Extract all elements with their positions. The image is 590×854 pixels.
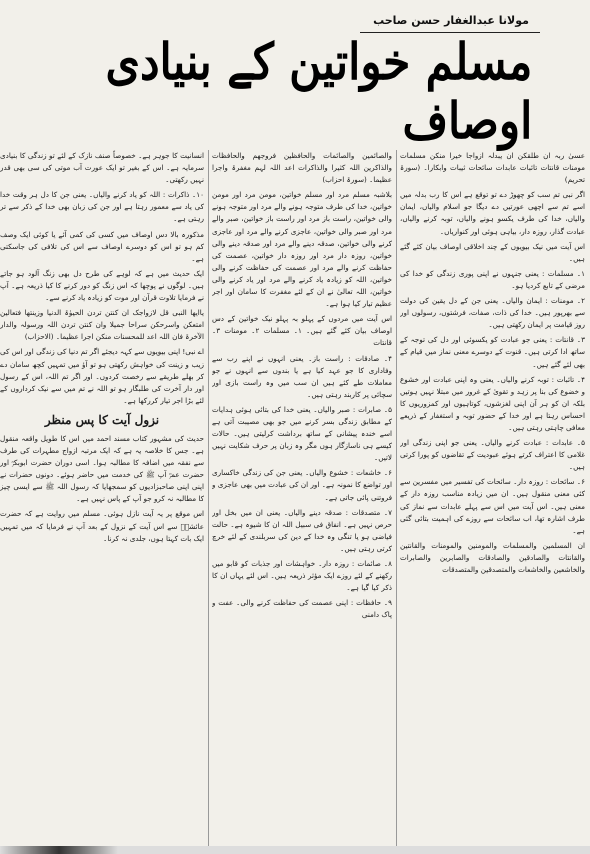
paragraph: اس آیت میں نیک بیویوں کے چند اخلاقی اوصاف بیان کئے گئے ہیں۔ bbox=[400, 241, 585, 263]
paragraph: اے نبی! اپنی بیویوں سے کہہ دیجئے اگر تم دنیا کی زندگی اور اس کی زیب و زینت کی خواہش رکھتی ہو تو آؤ میں تمہیں کچھ سامان دے کر بھلے طریقے سے رخصت کردوں۔ اور اگر تم اللہ، اس کے رسول اور دار آخرت کی طلبگار ہو تو اللہ نے تم میں سے نیک کرداروں کے لئے بڑا اجر تیار کررکھا ہے۔ bbox=[0, 347, 204, 405]
paragraph: حدیث کی مشہور کتاب مسند احمد میں اس کا طویل واقعہ منقول ہے۔ جس کا خلاصہ یہ ہے کہ ایک مرتبہ ازواج مطہرات کی طرف سے نفقہ میں اضافہ کا مطالبہ ہوا۔ اسی دوران حضرت ابوبکرؓ اور حضرت عمرؓ آپ ﷺ کی خدمت میں حاضر ہوئے۔ دونوں حضرات نے اپنی اپنی صاحبزادیوں کو سمجھایا کہ رسول اللہ ﷺ سے ایسی چیز کا مطالبہ نہ کرو جو آپ کے پاس نہیں ہے۔ bbox=[0, 433, 204, 504]
column-divider bbox=[396, 150, 397, 850]
paragraph: ۸۔ صائمات : روزہ دار۔ خواہشات اور جذبات کو قابو میں رکھنے کے لئے روزے ایک مؤثر ذریعہ ہیں۔ اس لئے یہاں ان کا ذکر کیا گیا ہے۔ bbox=[212, 559, 392, 593]
paragraph: اس موقع پر یہ آیت نازل ہوئی۔ مسلم میں روایت ہے کہ حضرت عائشہؓ سے اس آیت کے نزول کے بعد آپ نے فرمایا کہ میں تمہیں ایک بات کہتا ہوں، جلدی نہ کرنا۔ bbox=[0, 509, 204, 543]
paragraph: ۳۔ قانتات : یعنی جو عبادت کو یکسوئی اور دل کی توجہ کے ساتھ ادا کرتی ہیں۔ قنوت کے دوسرے معنی نماز میں قیام کے بھی لئے گئے ہیں۔ bbox=[400, 335, 585, 369]
paragraph: ۵۔ صابرات : صبر والیاں۔ یعنی خدا کی بتائی ہوئی ہدایات کے مطابق زندگی بسر کرنے میں جو بھی مصیبت آتی ہے اسے خندہ پیشانی کے ساتھ برداشت کرلیتی ہیں۔ حالات کیسے ہی ناسازگار ہوں مگر وہ زبان پر حرف شکایت نہیں لاتیں۔ bbox=[212, 404, 392, 463]
paragraph: ۵۔ عابدات : عبادت کرنے والیاں۔ یعنی جو اپنی زندگی اور غلامی کا اعتراف کرتے ہوئے عبودیت کے تقاضوں کو پورا کرتی ہیں۔ bbox=[400, 438, 585, 472]
column-middle bbox=[212, 150, 392, 850]
paragraph: ان المسلمین والمسلمات والمومنین والمومنات والقانتین والقانتات والصادقین والصادقات والصابرین والصابرات والخاشعین والخاشعات والمتصدقین والمتصدقات bbox=[400, 540, 585, 574]
paragraph: ۹۔ حافظات : اپنی عصمت کی حفاظت کرنے والی۔ عفت و پاک دامنی bbox=[212, 598, 392, 620]
column-right bbox=[400, 150, 585, 850]
paragraph: یاایھا النبی قل لازواجک ان کنتن تردن الحیوٰۃ الدنیا وزینتھا فتعالین امتعکن واسرحکن سراحا جمیلا وان کنتن تردن اللہ ورسولہ والدار الآخرۃ فان اللہ اعد للمحسنات منکن اجرا عظیما۔ (الاحزاب) bbox=[0, 308, 204, 342]
paragraph: والصائمین والصائمات والحافظین فروجھم والحافظات والذاکرین اللہ کثیرا والذاکرات اعد اللہ لہم مغفرۃ واجرا عظیما۔ (سورۃ احزاب) bbox=[212, 151, 392, 185]
paragraph: اس آیت میں مردوں کے پہلو بہ پہلو نیک خواتین کے دس اوصاف بیان کئے گئے ہیں۔ ۱۔ مسلمات ۲۔ مومنات ۳۔ قانتات bbox=[212, 314, 392, 348]
paragraph: ۶۔ خاشعات : خشوع والیاں۔ یعنی جن کی زندگی خاکساری اور تواضع کا نمونہ ہے۔ اور ان کی عبادت میں بھی عاجزی و فروتنی پائی جاتی ہے۔ bbox=[212, 468, 392, 502]
paragraph: ایک حدیث میں ہے کہ لوہے کی طرح دل بھی زنگ آلود ہو جاتے ہیں۔ لوگوں نے پوچھا کہ اس زنگ کو دور کرنے کا کیا ذریعہ ہے۔ آپ نے فرمایا تلاوت قرآن اور موت کو زیادہ یاد کرنے سے۔ bbox=[0, 268, 204, 303]
headline: مسلم خواتین کے بنیادی اوصاف bbox=[105, 32, 533, 150]
byline: مولانا عبدالغفار حسن صاحب bbox=[373, 14, 529, 27]
paragraph: ۲۔ مومنات : ایمان والیاں۔ یعنی جن کے دل یقین کی دولت سے بھرپور ہیں۔ خدا کی ذات، صفات، فرشتوں، رسولوں اور روز قیامت پر ایمان رکھتی ہیں۔ bbox=[400, 296, 585, 330]
paragraph: انسانیت کا جوہر ہے۔ خصوصاً صنف نازک کے لئے تو زندگی کا بنیادی سرمایہ ہے۔ اس کے بغیر تو ایک عورت آب موتی کی سی بھی قدر نہیں رکھتی۔ bbox=[0, 151, 204, 185]
paragraph: مذکورہ بالا دس اوصاف میں کسی کی کمی آئے یا کوئی ایک وصف کم ہو تو اس کو دوسرے اوصاف سے اس کی تلافی کی جاسکتی ہے۔ bbox=[0, 229, 204, 263]
paragraph: ۶۔ سائحات : روزہ دار۔ سائحات کی تفسیر میں مفسرین سے کئی معنی منقول ہیں۔ ان میں زیادہ مناسب روزہ دار کے معنی ہیں۔ اس آیت میں اس سے پہلے عابدات سے نماز کی طرف اشارہ تھا، اب سائحات سے روزے کی اہمیت بتائی گئی ہے۔ bbox=[400, 477, 585, 535]
paragraph: ۷۔ متصدقات : صدقہ دینے والیاں۔ یعنی ان میں بخل اور حرص نہیں ہے۔ انفاق فی سبیل اللہ ان کا شیوہ ہے۔ حالت فیاضی ہو یا تنگی وہ خدا کے دین کی سربلندی کے لئے خرچ کرتی رہتی ہیں۔ bbox=[212, 507, 392, 553]
section-heading: نزول آیت کا پس منظر bbox=[44, 412, 160, 427]
column-divider bbox=[208, 150, 209, 850]
paragraph: ۴۔ تائبات : توبہ کرنے والیاں۔ یعنی وہ اپنی عبادت اور خشوع و خضوع کی بنا پر زہد و تقویٰ کے غرور میں مبتلا نہیں ہوتیں بلکہ ان کو ہر آن اپنی لغزشوں، کوتاہیوں اور کمزوریوں کا احساس رہتا ہے اور خدا کے حضور توبہ و استغفار کے ذریعے معافی چاہتی رہتی ہیں۔ bbox=[400, 374, 585, 432]
column-left bbox=[0, 150, 204, 850]
paragraph: اگر نبی تم سب کو چھوڑ دے تو توقع ہے اس کا رب بدلہ میں اسے تم سے اچھی عورتیں دے دیگا جو اسلام والیاں، ایمان والیاں، خدا کی طرف یکسو ہونے والیاں، توبہ کرنے والیاں، عبادت گذار، روزہ دار، بیاہی ہوئی اور کنواریاں۔ bbox=[400, 190, 585, 236]
paragraph: ۱۰۔ ذاکرات : اللہ کو یاد کرنے والیاں۔ یعنی جن کا دل ہر وقت خدا کی یاد سے معمور رہتا ہے اور جن کی زبان بھی خدا کے ذکر سے تر رہتی ہے۔ bbox=[0, 190, 204, 224]
paragraph: ۱۔ مسلمات : یعنی جنہوں نے اپنی پوری زندگی کو خدا کی مرضی کے تابع کردیا ہو۔ bbox=[400, 268, 585, 290]
paragraph: بلاشبہ مسلم مرد اور مسلم خواتین، مومن مرد اور مومن خواتین، خدا کی طرف متوجہ ہونے والے مرد اور متوجہ ہونے والی خواتین، راست باز مرد اور راست باز خواتین، صبر والے مرد اور صبر والی خواتین، عاجزی کرنے والے مرد اور عاجزی کرنے والی خواتین، صدقہ دینے والے مرد اور صدقہ دینے والی خواتین، روزہ دار مرد اور روزہ دار خواتین، عصمت کی حفاظت کرنے والے مرد اور عصمت کی حفاظت کرنے والی خواتین، اللہ کو زیادہ یاد کرنے والے مرد اور یاد کرنے والی خواتین، اللہ تعالیٰ نے ان کے لئے مغفرت کا سامان اور اجر عظیم تیار کیا ہوا ہے۔ bbox=[212, 190, 392, 309]
paragraph: عسیٰ ربہ ان طلقکن ان یبدلہ ازواجا خیرا منکن مسلمات مومنات قانتات تائبات عابدات سائحات ثیبات وابکارا۔ (سورۃ تحریم) bbox=[400, 151, 585, 185]
footer-bar bbox=[0, 846, 590, 854]
paragraph: ۴۔ صادقات : راست باز۔ یعنی انہوں نے اپنے رب سے وفاداری کا جو عہد کیا ہے یا بندوں سے انہوں نے جو معاملات طے کئے ہیں ان سب میں وہ راست بازی اور سچائی پر کاربند رہتی ہیں۔ bbox=[212, 353, 392, 399]
